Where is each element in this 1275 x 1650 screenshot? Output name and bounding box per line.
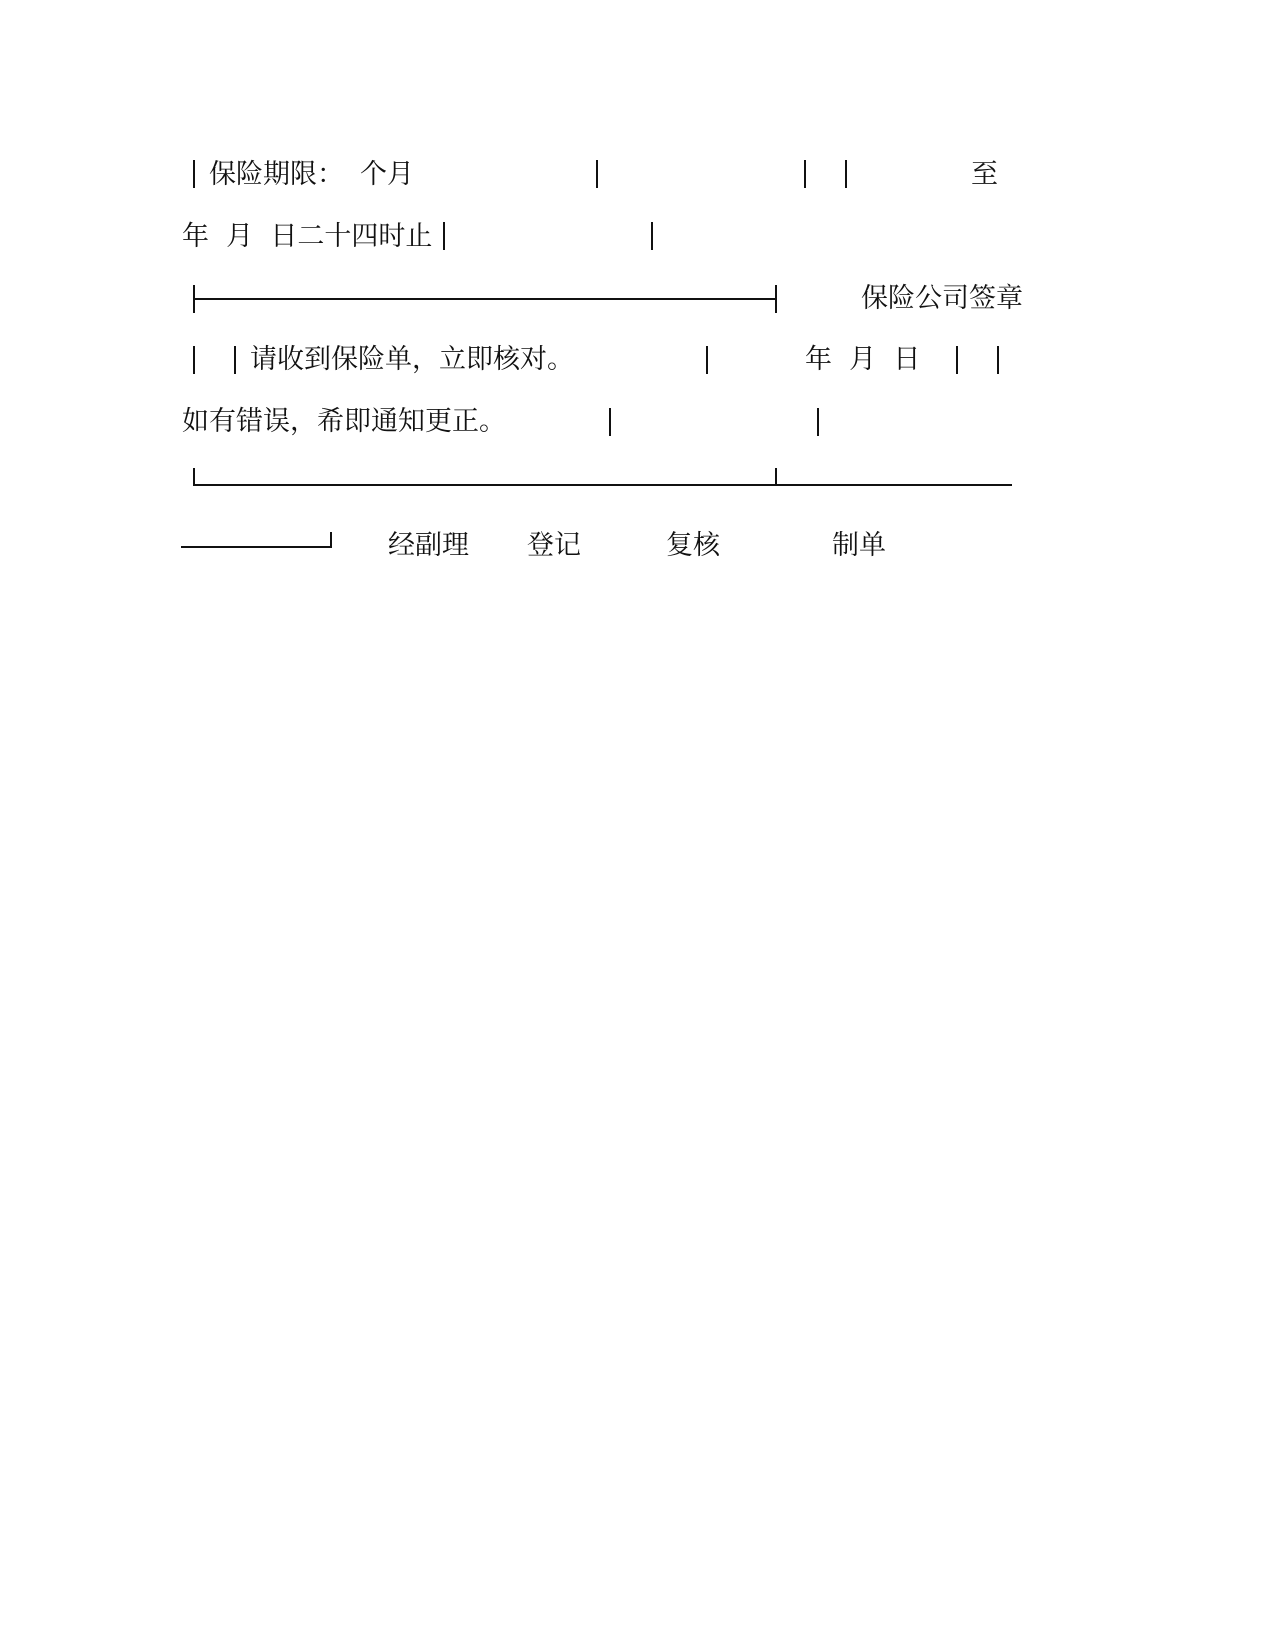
table-border-bar <box>706 346 708 374</box>
table-border-bar <box>845 160 847 188</box>
table-border-bar <box>193 346 195 374</box>
table-border-bar <box>443 222 445 250</box>
table-border-bar <box>775 468 777 486</box>
seal-date-text: 年 月 日 <box>805 344 921 375</box>
verify-notice-text: 请收到保险单，立即核对。 <box>250 344 574 375</box>
table-border-bar <box>193 160 195 188</box>
table-border-bar <box>330 532 332 548</box>
review-label: 复核 <box>666 530 720 561</box>
table-border-bar <box>804 160 806 188</box>
table-border-bar <box>997 346 999 374</box>
register-label: 登记 <box>527 530 581 561</box>
error-notice-text: 如有错误，希即通知更正。 <box>182 406 506 437</box>
months-text: 个月 <box>360 159 414 190</box>
table-bottom-line <box>193 484 1012 486</box>
table-border-bar <box>234 346 236 374</box>
insurance-period-label: 保险期限： <box>209 159 344 190</box>
table-border-bar <box>609 408 611 436</box>
prepare-label: 制单 <box>832 530 886 561</box>
table-divider-line <box>193 298 777 300</box>
end-date-text: 年 月 日二十四时止 <box>182 221 433 252</box>
company-seal-label: 保险公司签章 <box>861 283 1023 314</box>
table-border-bar <box>775 285 777 313</box>
table-border-bar <box>596 160 598 188</box>
table-border-bar <box>651 222 653 250</box>
table-border-bar <box>817 408 819 436</box>
table-border-bar <box>956 346 958 374</box>
deputy-manager-label: 经副理 <box>388 530 469 561</box>
to-text: 至 <box>971 159 998 190</box>
table-bottom-line <box>181 546 332 548</box>
